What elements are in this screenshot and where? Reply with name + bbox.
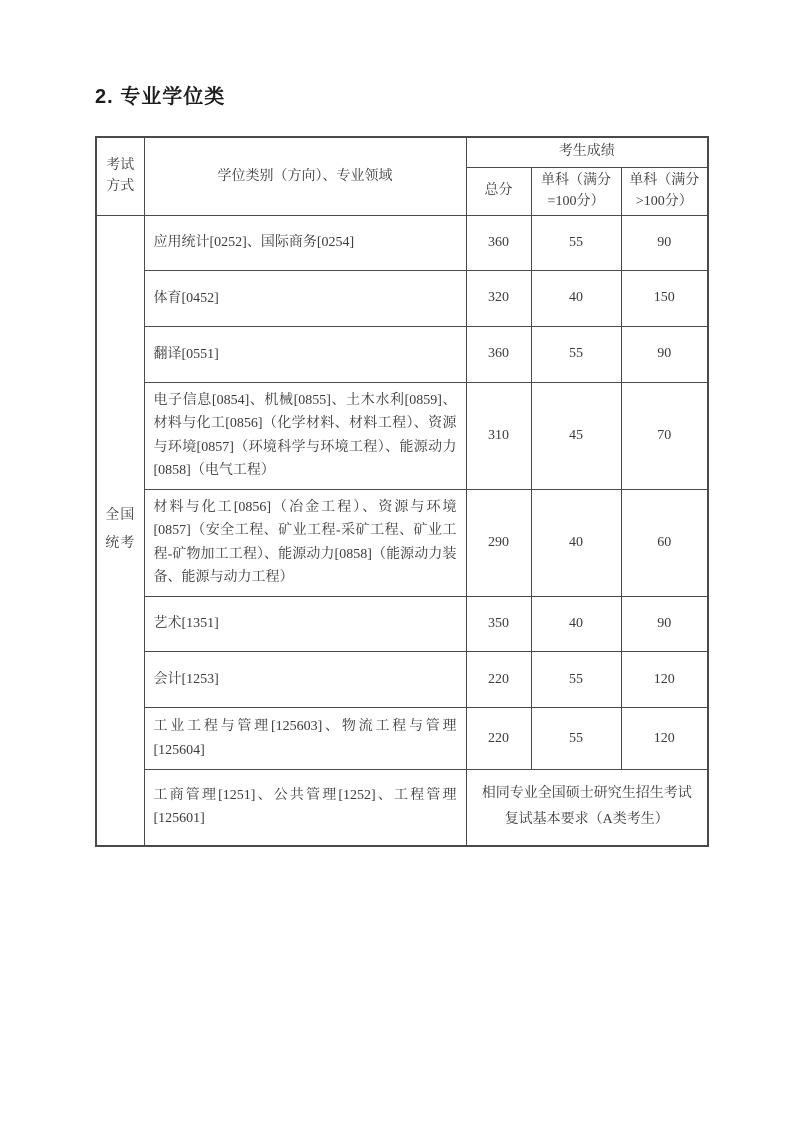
table-row [96,270,708,326]
header-row-1 [96,137,708,167]
single-eq100-cell: 40 [531,270,621,326]
table-row [96,770,708,846]
total-cell: 350 [466,597,531,652]
table-row [96,489,708,596]
field-cell: 应用统计[0252]、国际商务[0254] [144,215,466,270]
table-body [96,215,708,845]
table-row [96,215,708,270]
total-cell: 220 [466,708,531,770]
table-row [96,326,708,382]
single-eq100-cell: 45 [531,382,621,489]
header-candidate-score: 考生成绩 [466,137,708,167]
table-row [96,708,708,770]
score-table [95,136,709,847]
table-row [96,382,708,489]
total-cell: 220 [466,652,531,708]
single-eq100-cell: 40 [531,597,621,652]
header-single-subject-gt100: 单科（满分>100分） [621,167,708,215]
single-gt100-cell: 90 [621,326,708,382]
total-cell: 310 [466,382,531,489]
exam-method-value: 全国统考 [96,215,144,845]
field-cell: 艺术[1351] [144,597,466,652]
single-eq100-cell: 55 [531,326,621,382]
single-eq100-cell: 40 [531,489,621,596]
total-cell: 320 [466,270,531,326]
page-title: 2. 专业学位类 [95,86,226,108]
header-single-subject-eq100: 单科（满分=100分） [531,167,621,215]
single-gt100-cell: 90 [621,597,708,652]
table-row [96,597,708,652]
total-cell: 360 [466,215,531,270]
single-eq100-cell: 55 [531,215,621,270]
single-gt100-cell: 150 [621,270,708,326]
note-cell: 相同专业全国硕士研究生招生考试复试基本要求（A类考生） [466,770,708,846]
table-row [96,652,708,708]
single-gt100-cell: 120 [621,708,708,770]
field-cell: 电子信息[0854]、机械[0855]、土木水利[0859]、材料与化工[0856]（化学材料、材料工程）、资源与环境[0857]（环境科学与环境工程）、能源动力[0858]（电气工程） [144,382,466,489]
field-cell: 工商管理[1251]、公共管理[1252]、工程管理[125601] [144,770,466,846]
single-gt100-cell: 90 [621,215,708,270]
field-cell: 体育[0452] [144,270,466,326]
header-total-score: 总分 [466,167,531,215]
total-cell: 360 [466,326,531,382]
header-exam-method: 考试方式 [96,137,144,215]
field-cell: 工业工程与管理[125603]、物流工程与管理[125604] [144,708,466,770]
header-degree-category: 学位类别（方向）、专业领域 [144,137,466,215]
field-cell: 翻译[0551] [144,326,466,382]
table-header [96,137,708,215]
field-cell: 材料与化工[0856]（冶金工程）、资源与环境[0857]（安全工程、矿业工程-采矿工程、矿业工程-矿物加工工程）、能源动力[0858]（能源动力装备、能源与动力工程） [144,489,466,596]
single-gt100-cell: 120 [621,652,708,708]
single-eq100-cell: 55 [531,652,621,708]
single-gt100-cell: 70 [621,382,708,489]
single-eq100-cell: 55 [531,708,621,770]
total-cell: 290 [466,489,531,596]
field-cell: 会计[1253] [144,652,466,708]
single-gt100-cell: 60 [621,489,708,596]
